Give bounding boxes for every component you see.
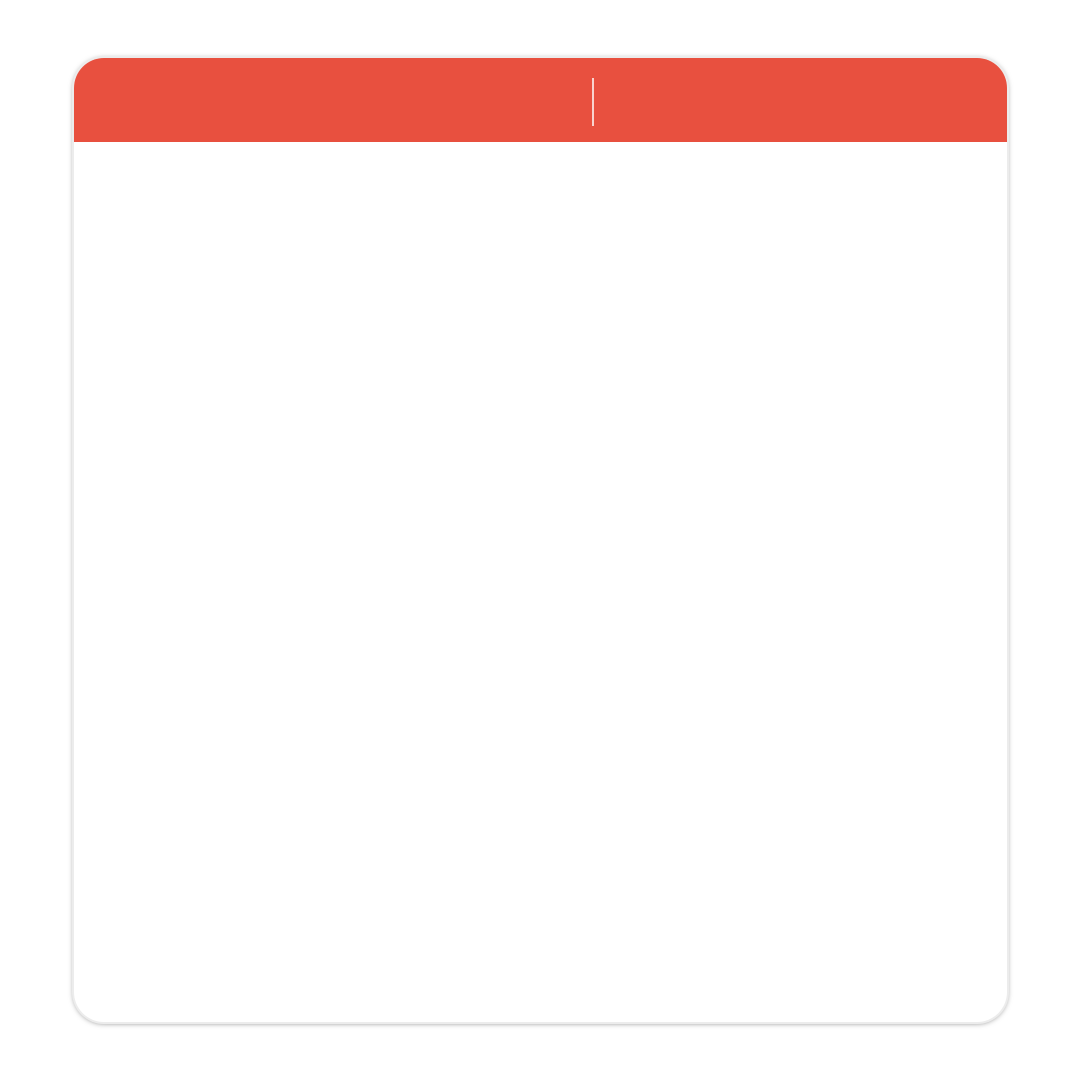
composition-card [74, 58, 1007, 1022]
header-banner [74, 58, 1007, 142]
header-divider [592, 78, 594, 126]
ingredients-header-row [74, 382, 1007, 404]
nutrients-header-row [74, 158, 1007, 180]
